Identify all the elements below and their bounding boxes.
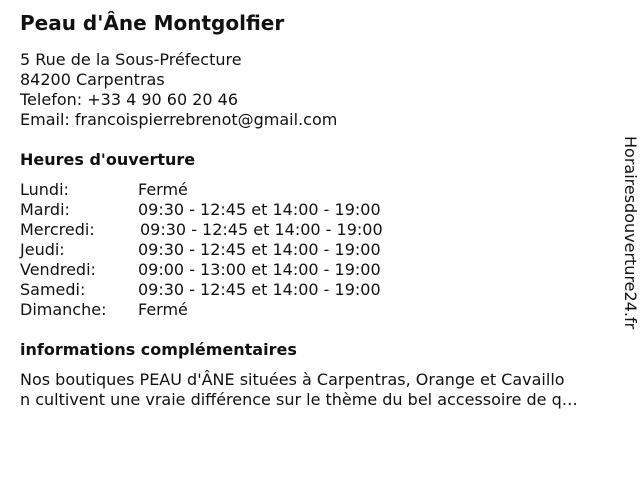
address-city: 84200 Carpentras	[20, 70, 165, 89]
hours-day: Lundi:	[20, 180, 69, 199]
hours-row-vendredi	[20, 260, 612, 280]
hours-day: Mercredi:	[20, 220, 95, 239]
hours-row-jeudi	[20, 240, 612, 260]
hours-day: Samedi:	[20, 280, 86, 299]
business-name: Peau d'Âne Montgolfier	[20, 11, 285, 35]
hours-row-mardi	[20, 200, 612, 220]
hours-time: 09:30 - 12:45 et 14:00 - 19:00	[138, 200, 381, 219]
additional-info-line: n cultivent une vraie différence sur le thème du bel accessoire de q…	[20, 390, 578, 409]
hours-row-lundi	[20, 180, 612, 200]
hours-row-dimanche	[20, 300, 612, 320]
hours-time: 09:30 - 12:45 et 14:00 - 19:00	[138, 280, 381, 299]
hours-time: 09:00 - 13:00 et 14:00 - 19:00	[138, 260, 381, 279]
business-card	[20, 10, 612, 410]
hours-time: Fermé	[138, 300, 188, 319]
phone-number[interactable]: Telefon: +33 4 90 60 20 46	[20, 90, 239, 109]
hours-day: Dimanche:	[20, 300, 107, 319]
hours-row-samedi	[20, 280, 612, 300]
additional-info-text	[20, 370, 612, 410]
address-block	[20, 50, 612, 130]
opening-hours-heading: Heures d'ouverture	[20, 150, 196, 169]
hours-time: 09:30 - 12:45 et 14:00 - 19:00	[138, 240, 381, 259]
hours-time: Fermé	[138, 180, 188, 199]
opening-hours-table	[20, 180, 612, 320]
additional-info-heading: informations complémentaires	[20, 340, 297, 359]
site-watermark: Horairesdouverture24.fr	[621, 136, 640, 330]
hours-row-mercredi	[20, 220, 612, 240]
email-address[interactable]: Email: francoispierrebrenot@gmail.com	[20, 110, 338, 129]
additional-info-line: Nos boutiques PEAU d'ÂNE situées à Carpentras, Orange et Cavaillo	[20, 370, 565, 389]
hours-day: Vendredi:	[20, 260, 96, 279]
hours-day: Mardi:	[20, 200, 70, 219]
hours-day: Jeudi:	[20, 240, 65, 259]
address-street: 5 Rue de la Sous-Préfecture	[20, 50, 242, 69]
hours-time: 09:30 - 12:45 et 14:00 - 19:00	[140, 220, 383, 239]
